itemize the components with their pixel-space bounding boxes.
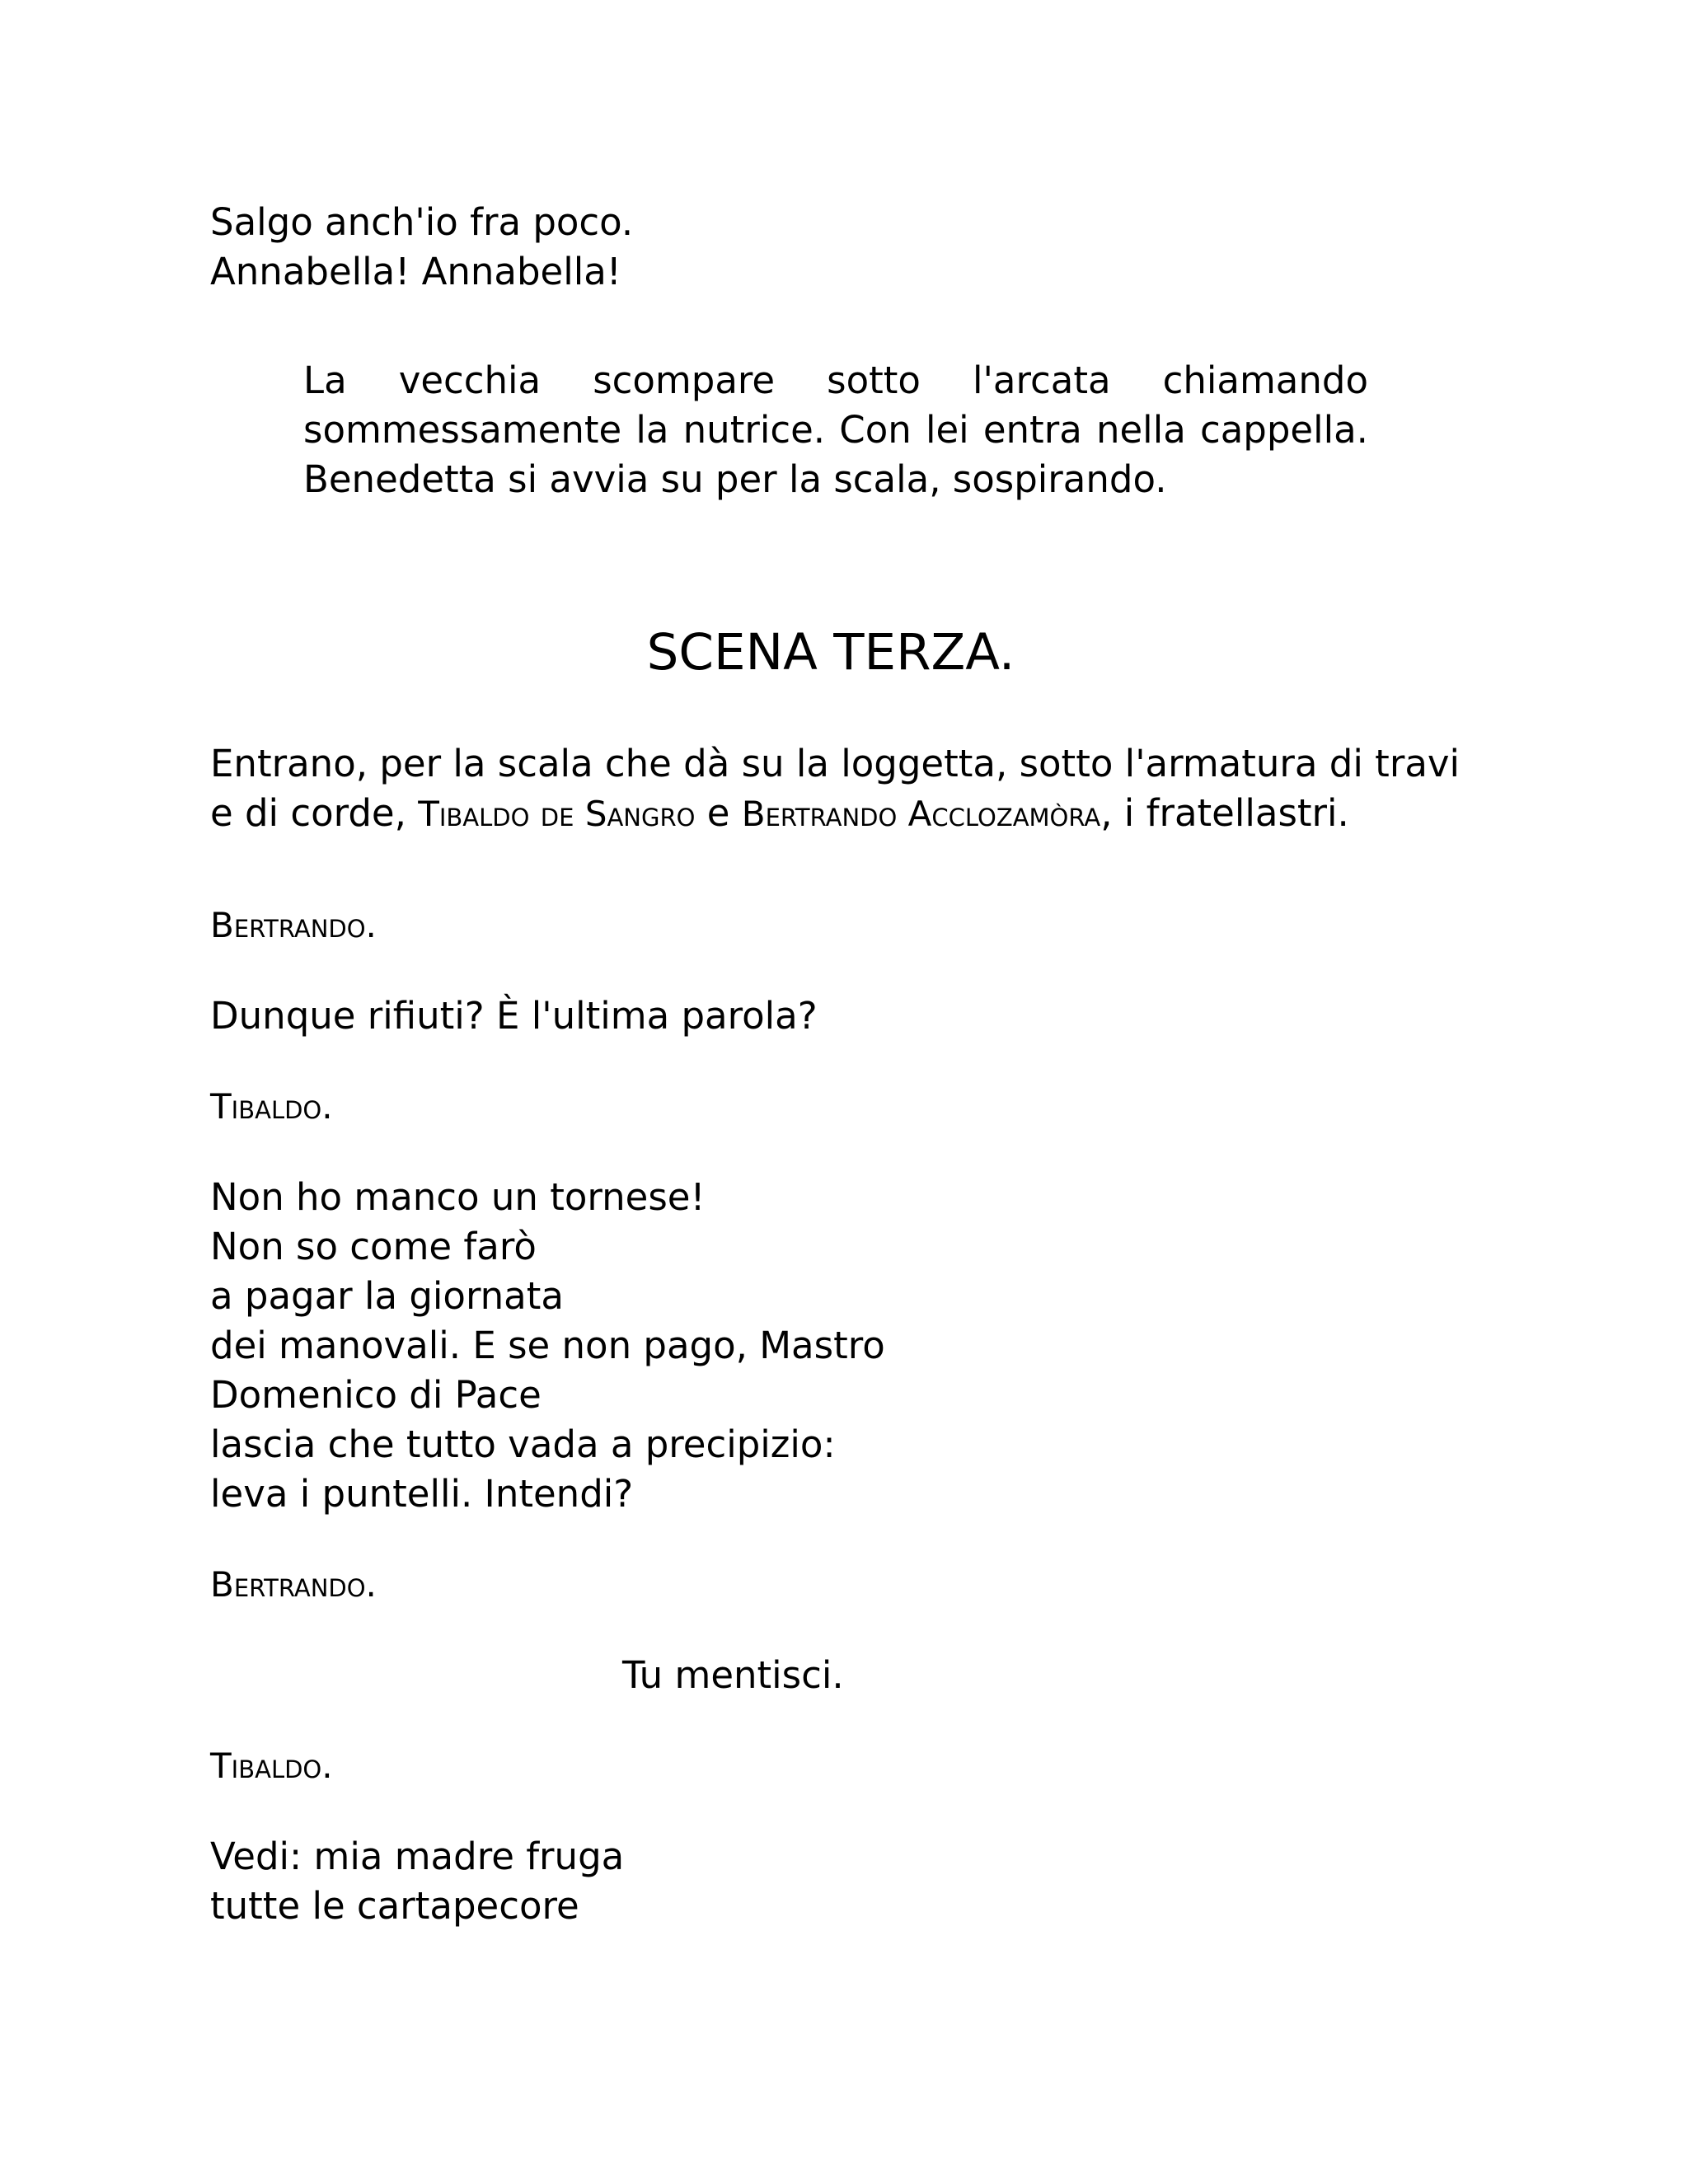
speech <box>210 991 818 1041</box>
intro-text: , i fratellastri. <box>1100 791 1349 835</box>
verse-line: Salgo anch'io fra poco. <box>210 200 634 244</box>
verse-line: Vedi: mia madre fruga <box>210 1835 625 1878</box>
verse-line: dei manovali. E se non pago, Mastro <box>210 1324 885 1367</box>
stage-direction <box>303 356 1368 504</box>
verse-line: lascia che tutto vada a precipizio: <box>210 1422 836 1466</box>
verse-line: tutte le cartapecore <box>210 1884 579 1928</box>
intro-text: e <box>695 791 742 835</box>
verse-line: Non so come farò <box>210 1225 537 1268</box>
prev-speech <box>210 198 633 297</box>
verse-line: leva i puntelli. Intendi? <box>210 1472 634 1516</box>
scene-intro <box>210 739 1479 839</box>
verse-line: Non ho manco un tornese! <box>210 1175 706 1219</box>
verse-line: Dunque rifiuti? È l'ultima parola? <box>210 994 818 1038</box>
scene-title: SCENA TERZA. <box>646 623 1015 682</box>
speaker-name: Bertrando. <box>210 1564 377 1605</box>
speech <box>622 1651 844 1700</box>
stage-line: La vecchia scompare sotto l'arcata chiamando <box>303 359 1368 402</box>
speaker-name: Tibaldo. <box>210 1086 333 1127</box>
speech <box>210 1832 624 1931</box>
speaker-name: Bertrando. <box>210 905 377 945</box>
character-name: Tibaldo de Sangro <box>418 794 696 834</box>
stage-line: sommessamente la nutrice. Con lei entra nella cappella. <box>303 408 1368 452</box>
speaker-name: Tibaldo. <box>210 1746 333 1786</box>
verse-line: Domenico di Pace <box>210 1373 542 1417</box>
intro-text: Entrano, per la scala che dà su la loggetta, sotto l'armatura di travi e di corde, <box>210 742 1461 835</box>
verse-line: Tu mentisci. <box>622 1653 844 1697</box>
verse-line: a pagar la giornata <box>210 1274 564 1318</box>
character-name: Bertrando Acclozamòra <box>741 794 1101 834</box>
speech <box>210 1173 885 1519</box>
verse-line: Annabella! Annabella! <box>210 250 621 293</box>
stage-line: Benedetta si avvia su per la scala, sospirando. <box>303 457 1167 501</box>
